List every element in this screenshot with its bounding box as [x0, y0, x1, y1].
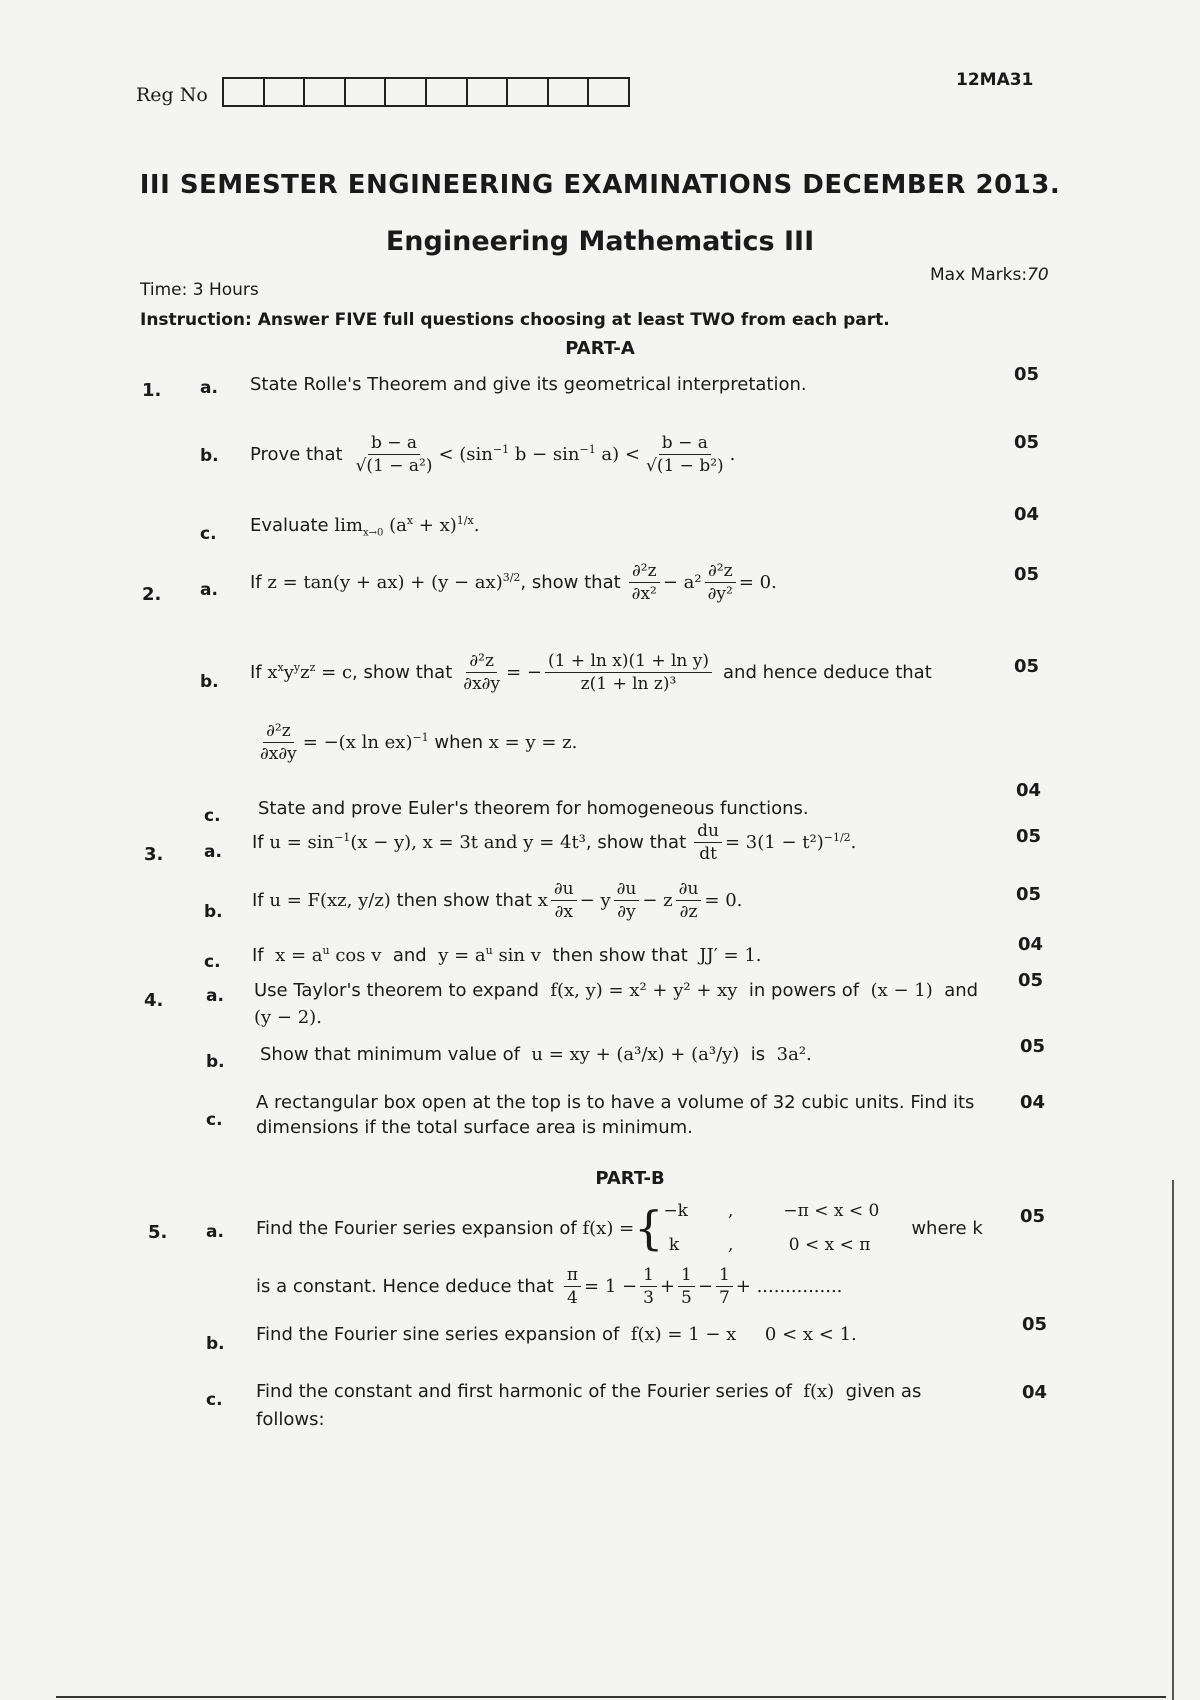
marks: 05 — [1022, 1314, 1048, 1335]
part-b-heading: PART-B — [595, 1168, 665, 1189]
sub-question-letter: c. — [200, 524, 217, 544]
question-2b: If $x^xy^yz^z = c$ , show that $\frac{\text{∂²z}}{\partial x\partial y}$ = − $\frac{\text{(1 + ln x)(1 + ln y)}}{\text{z(1 + ln z)³}}$ and hence deduce that — [250, 650, 932, 694]
question-2b-continued: $\frac{\text{∂²z}}{\partial x\partial y}$ = −(x ln ex)$^{-1}$ when x = y = z. — [260, 720, 578, 764]
reg-no-label: Reg No — [136, 84, 208, 106]
marks: 04 — [1014, 504, 1040, 525]
page-edge-line — [1172, 1180, 1174, 1700]
marks: 04 — [1016, 780, 1042, 801]
max-marks: Max Marks:70 — [930, 265, 1049, 285]
sub-question-letter: b. — [206, 1334, 225, 1354]
page-bottom-line — [56, 1696, 1166, 1698]
marks: 05 — [1014, 364, 1040, 385]
sub-question-letter: c. — [204, 952, 221, 972]
question-1c: Evaluate $\lim_{x\to 0} (a^x + x)^{1/x}$. — [250, 514, 480, 539]
instruction: Instruction: Answer FIVE full questions choosing at least TWO from each part. — [140, 310, 890, 330]
sub-question-letter: a. — [204, 842, 222, 862]
question-1b: Prove that $\frac{b - a}{\text{√(1 − a²)}}$ < ($\sin^{-1}$ $b - \sin^{-1} a$) < $\frac{b - a}{\text{√(1 − b²)}}$ . — [250, 432, 736, 476]
marks: 05 — [1016, 826, 1042, 847]
sub-question-letter: c. — [206, 1110, 223, 1130]
question-number: 2. — [142, 584, 162, 605]
sub-question-letter: c. — [206, 1390, 223, 1410]
exam-title: III SEMESTER ENGINEERING EXAMINATIONS DECEMBER 2013. — [139, 170, 1061, 200]
marks: 05 — [1016, 884, 1042, 905]
marks: 04 — [1020, 1092, 1046, 1113]
sub-question-letter: c. — [204, 806, 221, 826]
sub-question-letter: b. — [206, 1052, 225, 1072]
question-3a: If $u = \sin^{-1}(x - y)$, x = 3t and y = 4t³ , show that $\frac{du}{dt}$ = $3(1 - t^2)^{-1/2}$. — [252, 820, 857, 864]
question-number: 5. — [148, 1222, 168, 1243]
sub-question-letter: a. — [206, 1222, 224, 1242]
question-4a: Use Taylor's theorem to expand f(x, y) = x² + y² + xy in powers of (x − 1) and (y − 2). — [254, 980, 979, 1028]
marks: 05 — [1014, 564, 1040, 585]
sub-question-letter: a. — [206, 986, 224, 1006]
question-5b: Find the Fourier sine series expansion of f(x) = 1 − x 0 < x < 1. — [256, 1324, 857, 1345]
subject-title: Engineering Mathematics III — [385, 226, 815, 257]
sub-question-letter: a. — [200, 580, 218, 600]
question-number: 1. — [142, 380, 162, 401]
question-5a: Find the Fourier series expansion of f(x) = { −k k , , −π < x < 0 0 < x < π where k — [256, 1201, 983, 1255]
marks: 05 — [1014, 656, 1040, 677]
question-4b: Show that minimum value of u = xy + (a³/x) + (a³/y) is 3a². — [260, 1044, 812, 1065]
exam-time: Time: 3 Hours — [140, 280, 259, 300]
question-number: 3. — [144, 844, 164, 865]
marks: 05 — [1018, 970, 1044, 991]
course-code: 12MA31 — [956, 70, 1034, 90]
sub-question-letter: b. — [200, 446, 219, 466]
question-5a-continued: is a constant. Hence deduce that $\frac{\pi}{4}$ = 1 − $\frac{1}{3}$ + $\frac{1}{5}$ − $\frac{1}{7}$ + ............... — [256, 1264, 843, 1308]
question-3b: If u = F(xz, y/z) then show that x $\frac{\partial u}{\partial x}$ − y $\frac{\partial u}{\partial y}$ − z $\frac{\partial u}{\partial z}$ = 0. — [252, 878, 743, 922]
marks: 05 — [1020, 1036, 1046, 1057]
sub-question-letter: b. — [200, 672, 219, 692]
marks: 04 — [1018, 934, 1044, 955]
part-a-heading: PART-A — [565, 338, 635, 359]
question-3c: If $x = a^u$ cos v and $y = a^u$ sin v then show that JJ′ = 1. — [252, 944, 762, 966]
question-2a: If z = tan(y + ax) + (y − ax)$^{3/2}$ , show that $\frac{\text{∂²z}}{\text{∂x²}}$ − a² $\frac{\text{∂²z}}{\text{∂y²}}$ = 0. — [250, 560, 777, 604]
marks: 05 — [1020, 1206, 1046, 1227]
question-number: 4. — [144, 990, 164, 1011]
sub-question-letter: a. — [200, 378, 218, 398]
question-4c: A rectangular box open at the top is to have a volume of 32 cubic units. Find its dimensions if the total surface area is minimum. — [256, 1092, 975, 1138]
question-1a: State Rolle's Theorem and give its geometrical interpretation. — [250, 374, 807, 395]
reg-no-boxes[interactable] — [222, 77, 630, 107]
marks: 04 — [1022, 1382, 1048, 1403]
marks: 05 — [1014, 432, 1040, 453]
question-2c: State and prove Euler's theorem for homogeneous functions. — [258, 798, 809, 819]
sub-question-letter: b. — [204, 902, 223, 922]
question-5c: Find the constant and first harmonic of the Fourier series of f(x) given as follows: — [256, 1381, 922, 1430]
